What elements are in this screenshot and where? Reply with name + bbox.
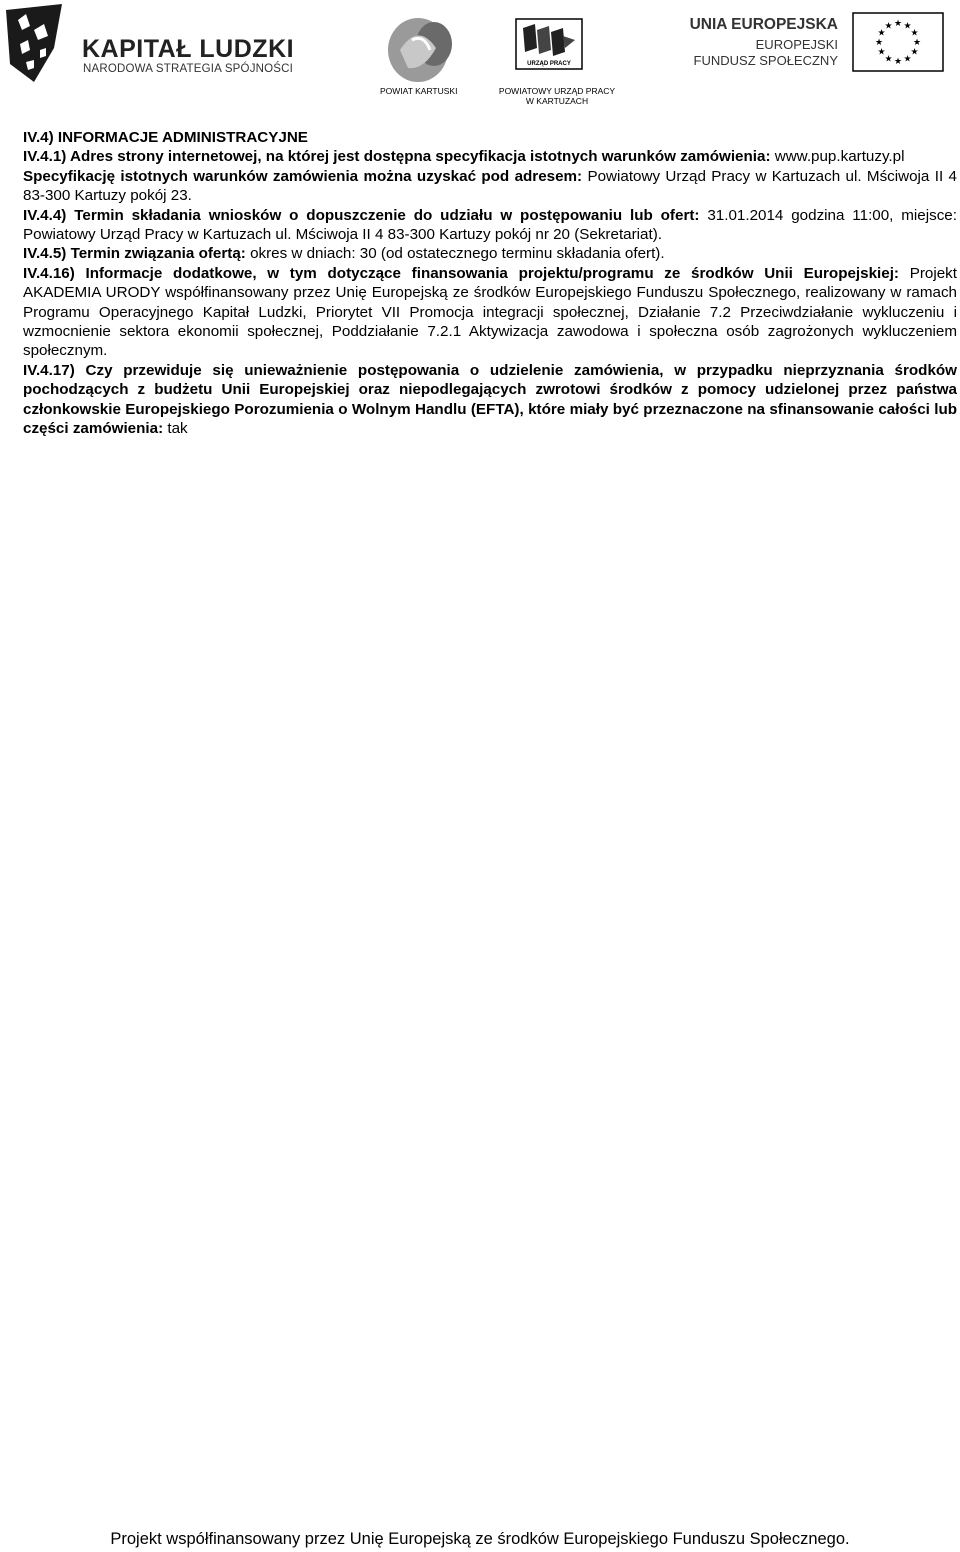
spec-address-value: Powiatowy Urząd Pracy w Kartuzach ul. Mściwoja II 4 83-300 Kartuzy pokój 23. xyxy=(23,167,957,205)
eu-star-icon: ★ xyxy=(903,21,912,32)
section-deadline xyxy=(23,206,957,245)
eu-star-icon: ★ xyxy=(877,47,886,58)
eu-star-icon: ★ xyxy=(910,47,919,58)
section-annulment xyxy=(23,361,957,439)
section-spec-website xyxy=(23,147,957,166)
powiat-kartuski-caption: POWIAT KARTUSKI xyxy=(380,86,458,96)
eu-star-icon: ★ xyxy=(874,38,884,48)
section-spec-address xyxy=(23,167,957,206)
eu-star-icon: ★ xyxy=(912,38,922,48)
eu-star-icon: ★ xyxy=(884,21,893,32)
binding-period-value: okres w dniach: 30 (od ostatecznego terminu składania ofert). xyxy=(250,245,665,263)
urzad-pracy-caption: POWIATOWY URZĄD PRACY W KARTUZACH xyxy=(498,86,616,106)
kapital-ludzki-title: KAPITAŁ LUDZKI xyxy=(82,35,295,63)
annulment-value: tak xyxy=(167,420,188,438)
spec-website-value: www.pup.kartuzy.pl xyxy=(774,148,905,166)
eu-star-icon: ★ xyxy=(884,54,893,65)
urzad-pracy-logo-icon xyxy=(515,18,583,70)
eu-star-icon: ★ xyxy=(893,19,903,29)
urzad-pracy-logo-text: URZĄD PRACY xyxy=(527,61,571,67)
eu-star-icon: ★ xyxy=(910,28,919,39)
kapital-ludzki-subtitle: NARODOWA STRATEGIA SPÓJNOŚCI xyxy=(83,63,294,75)
eu-fund-line1: EUROPEJSKI xyxy=(755,37,838,52)
section-title: IV.4) INFORMACJE ADMINISTRACYJNE xyxy=(23,129,308,146)
additional-info-label: IV.4.16) Informacje dodatkowe, w tym dotyczące finansowania projektu/programu ze środków Unii Europejskiej: xyxy=(23,264,899,282)
eu-fund-line2: FUNDUSZ SPOŁECZNY xyxy=(693,53,838,68)
document-header xyxy=(0,0,960,110)
additional-info-value: Projekt AKADEMIA URODY współfinansowany przez Unię Europejską ze środków Europejskiego Funduszu Społecznego, realizowany w ramach Programu Operacyjnego Kapitał Ludzki, Priorytet VII Promocja integracji społecznej, Działanie 7.2 Przeciwdziałanie wykluczeniu i wzmocnienie sektora ekonomii społecznej, Poddziałanie 7.2.1 Aktywizacja zawodowa i społeczna osób zagrożonych wykluczeniem społecznym. xyxy=(23,264,957,360)
section-administrative-heading xyxy=(23,128,957,147)
spec-address-label: Specyfikację istotnych warunków zamówienia można uzyskać pod adresem: xyxy=(23,167,583,185)
deadline-label: IV.4.4) Termin składania wniosków o dopuszczenie do udziału w postępowaniu lub ofert: xyxy=(23,206,700,224)
spec-website-label: IV.4.1) Adres strony internetowej, na której jest dostępna specyfikacja istotnych warunków zamówienia: xyxy=(23,148,771,166)
eu-star-icon: ★ xyxy=(893,57,903,67)
eu-flag-icon xyxy=(852,12,944,72)
document-body xyxy=(23,128,957,439)
section-additional-info xyxy=(23,264,957,361)
eu-star-icon: ★ xyxy=(903,54,912,65)
powiat-kartuski-logo-icon xyxy=(380,10,464,96)
kapital-ludzki-emblem-icon xyxy=(4,4,76,84)
section-binding-period xyxy=(23,244,957,263)
binding-period-label: IV.4.5) Termin związania ofertą: xyxy=(23,245,246,263)
annulment-label: IV.4.17) Czy przewiduje się unieważnienie postępowania o udzielenie zamówienia, w przypadku nieprzyznania środków pochodzących z budżetu Unii Europejskiej oraz niepodlegających zwrotowi środków z pomocy udzielonej przez państwa członkowskie Europejskiego Porozumienia o Wolnym Handlu (EFTA), które miały być przeznaczone na sfinansowanie całości lub części zamówienia: xyxy=(23,361,957,438)
eu-star-icon: ★ xyxy=(877,28,886,39)
document-footer: Projekt współfinansowany przez Unię Europejską ze środków Europejskiego Funduszu Społecznego. xyxy=(110,1530,850,1548)
deadline-value: 31.01.2014 godzina 11:00, miejsce: Powiatowy Urząd Pracy w Kartuzach ul. Mściwoja II 4 83-300 Kartuzy pokój nr 20 (Sekretariat). xyxy=(23,206,957,244)
eu-title: UNIA EUROPEJSKA xyxy=(689,16,838,33)
kapital-ludzki-logo xyxy=(4,4,294,84)
